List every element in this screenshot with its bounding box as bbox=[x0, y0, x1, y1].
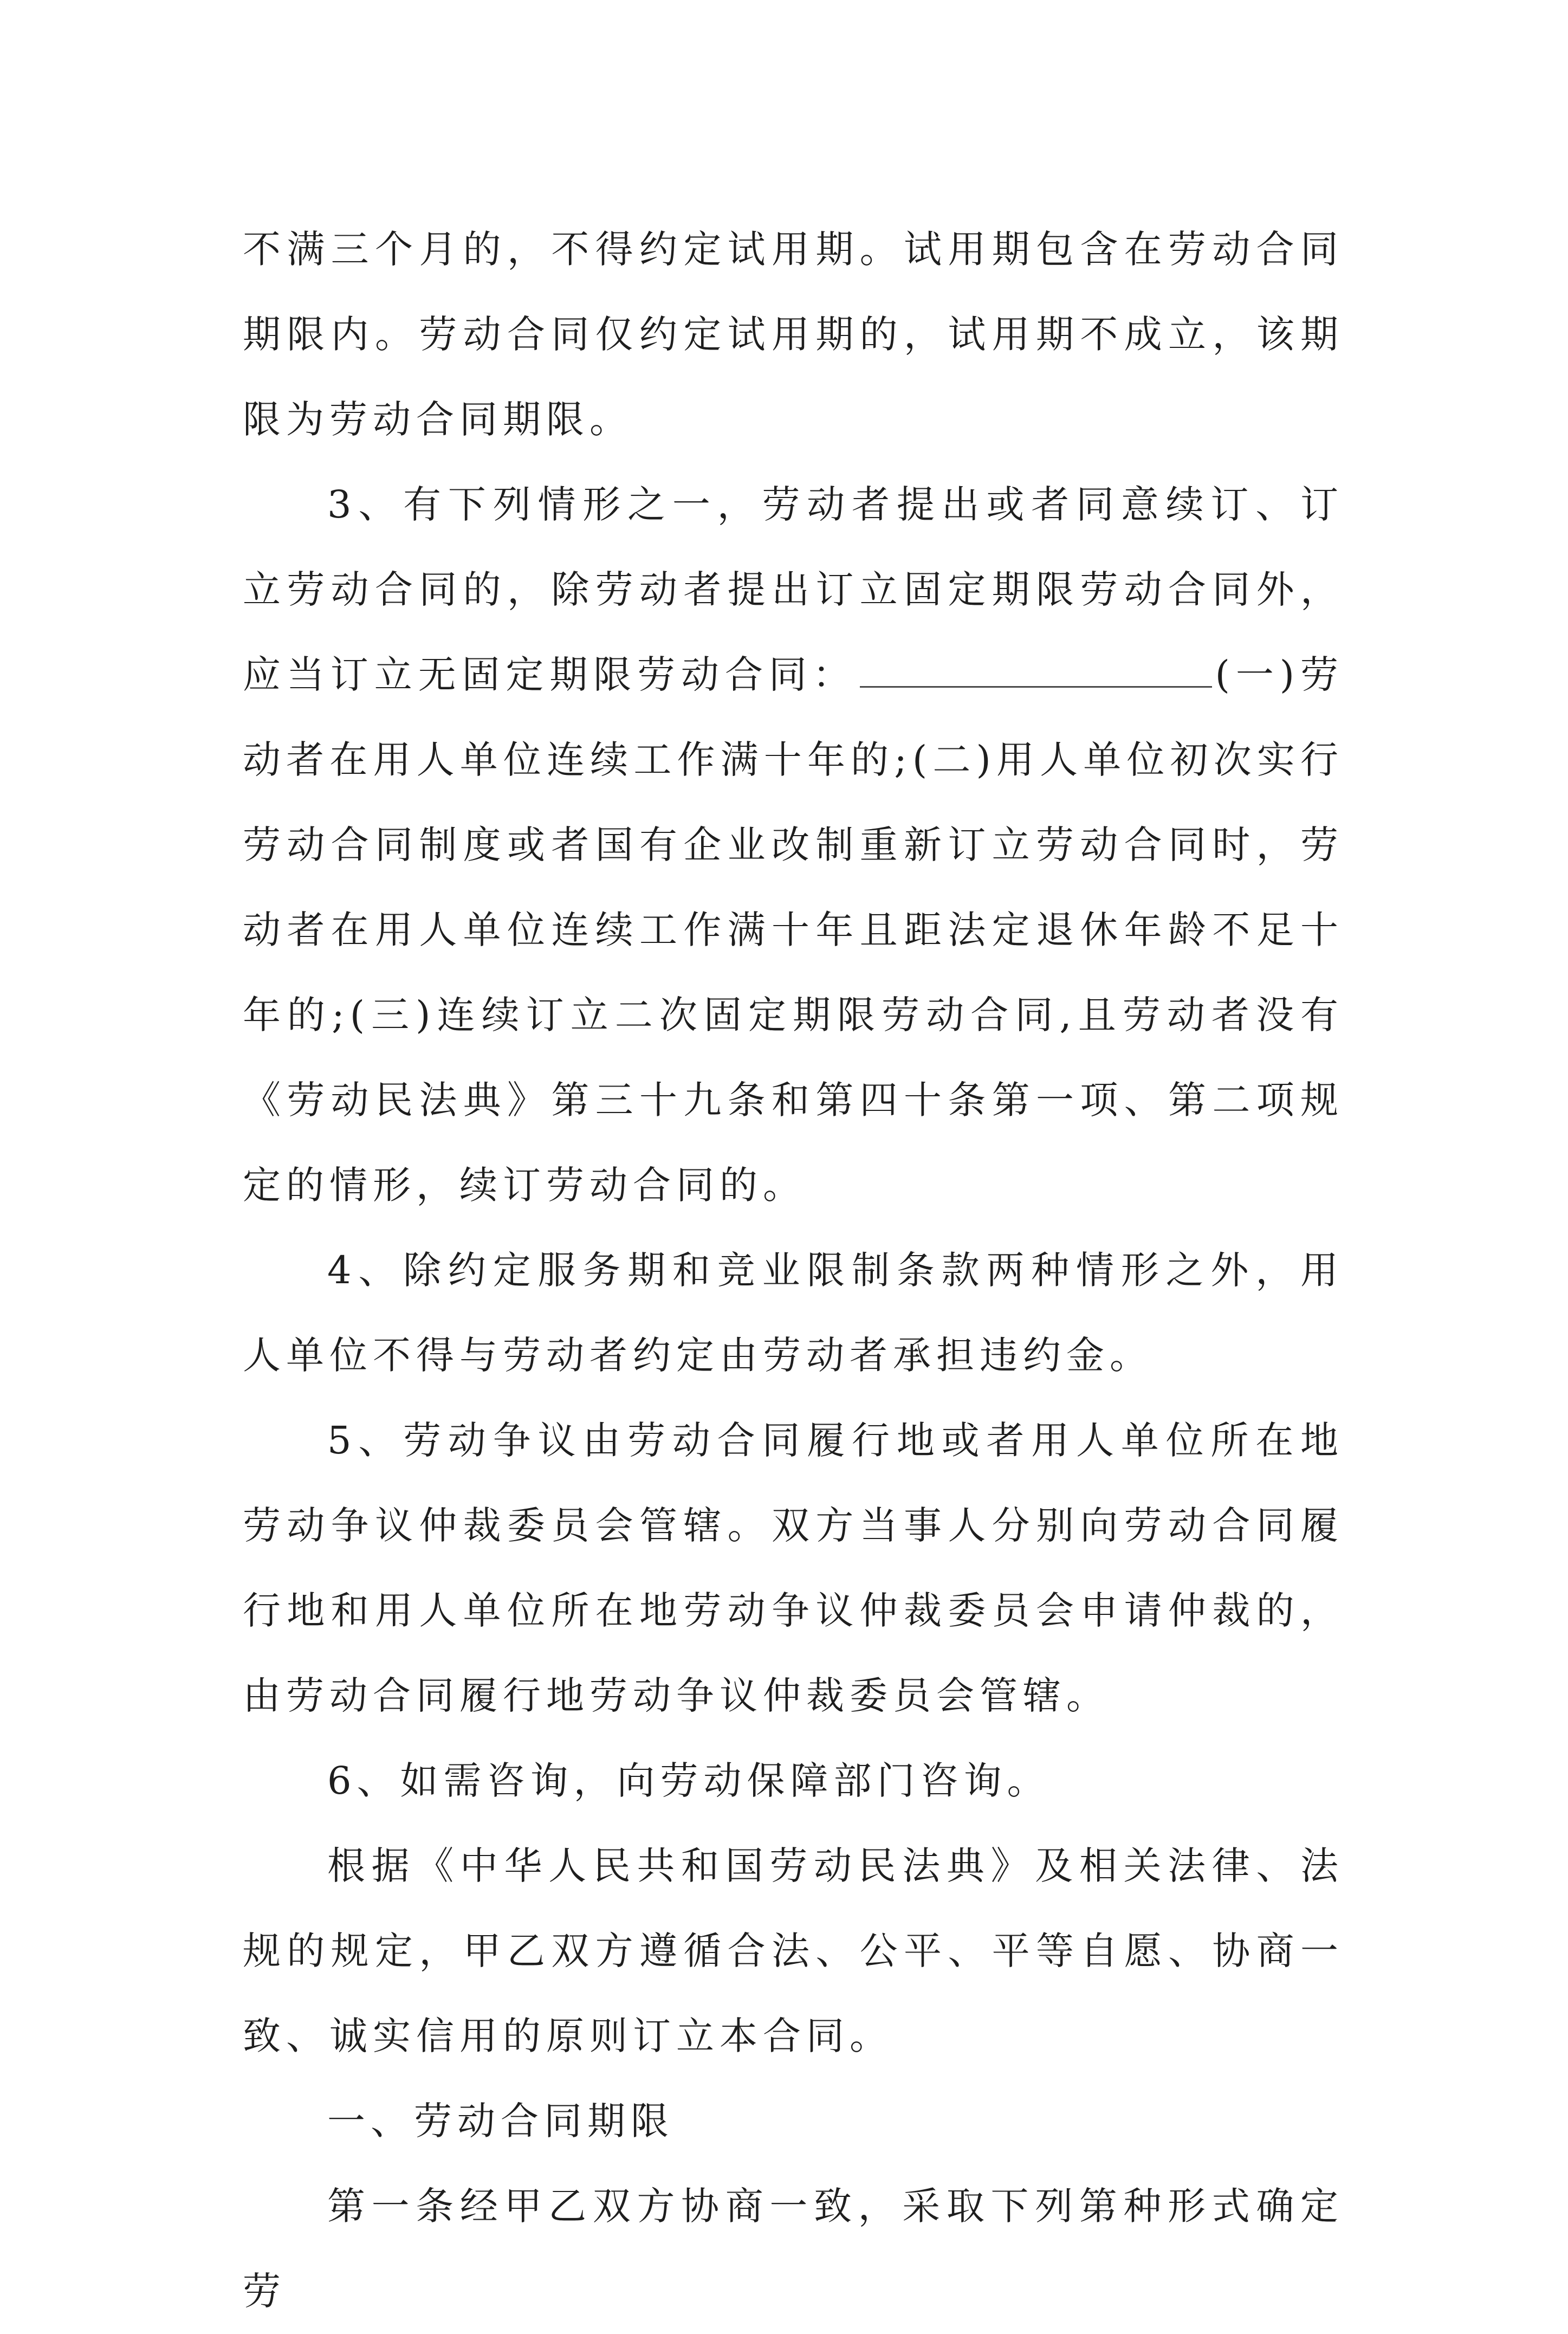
paragraph-article-1: 第一条经甲乙双方协商一致，采取下列第种形式确定劳 bbox=[243, 2184, 1344, 2313]
section-heading: 一、劳动合同期限 bbox=[327, 2099, 674, 2143]
paragraph-item-6: 6、如需咨询，向劳动保障部门咨询。 bbox=[327, 1758, 1051, 1803]
paragraph-item-3 bbox=[243, 462, 1344, 1228]
paragraph-item-4: 4、除约定服务期和竞业限制条款两种情形之外，用人单位不得与劳动者约定由劳动者承担违约金。 bbox=[243, 1248, 1344, 1378]
paragraph-item-3-text: 3、有下列情形之一，劳动者提出或者同意续订、订立劳动合同的，除劳动者提出订立固定期限劳动合同外，应当订立无固定期限劳动合同： bbox=[243, 482, 1344, 697]
document-page bbox=[243, 207, 1344, 2334]
paragraph-continuation: 不满三个月的，不得约定试用期。试用期包含在劳动合同期限内。劳动合同仅约定试用期的，试用期不成立，该期限为劳动合同期限。 bbox=[243, 227, 1344, 442]
paragraph-item-5: 5、劳动争议由劳动合同履行地或者用人单位所在地劳动争议仲裁委员会管辖。双方当事人分别向劳动合同履行地和用人单位所在地劳动争议仲裁委员会申请仲裁的，由劳动合同履行地劳动争议仲裁委员会管辖。 bbox=[243, 1418, 1344, 1718]
paragraph-item-3-conditions: (一)劳动者在用人单位连续工作满十年的;(二)用人单位初次实行劳动合同制度或者国有企业改制重新订立劳动合同时，劳动者在用人单位连续工作满十年且距法定退休年龄不足十年的;(三)连续订立二次固定期限劳动合同,且劳动者没有《劳动民法典》第三十九条和第四十条第一项、第二项规定的情形，续订劳动合同的。 bbox=[243, 652, 1344, 1207]
paragraph-preamble: 根据《中华人民共和国劳动民法典》及相关法律、法规的规定，甲乙双方遵循合法、公平、平等自愿、协商一致、诚实信用的原则订立本合同。 bbox=[243, 1844, 1344, 2058]
blank-fill-line bbox=[860, 654, 1212, 688]
